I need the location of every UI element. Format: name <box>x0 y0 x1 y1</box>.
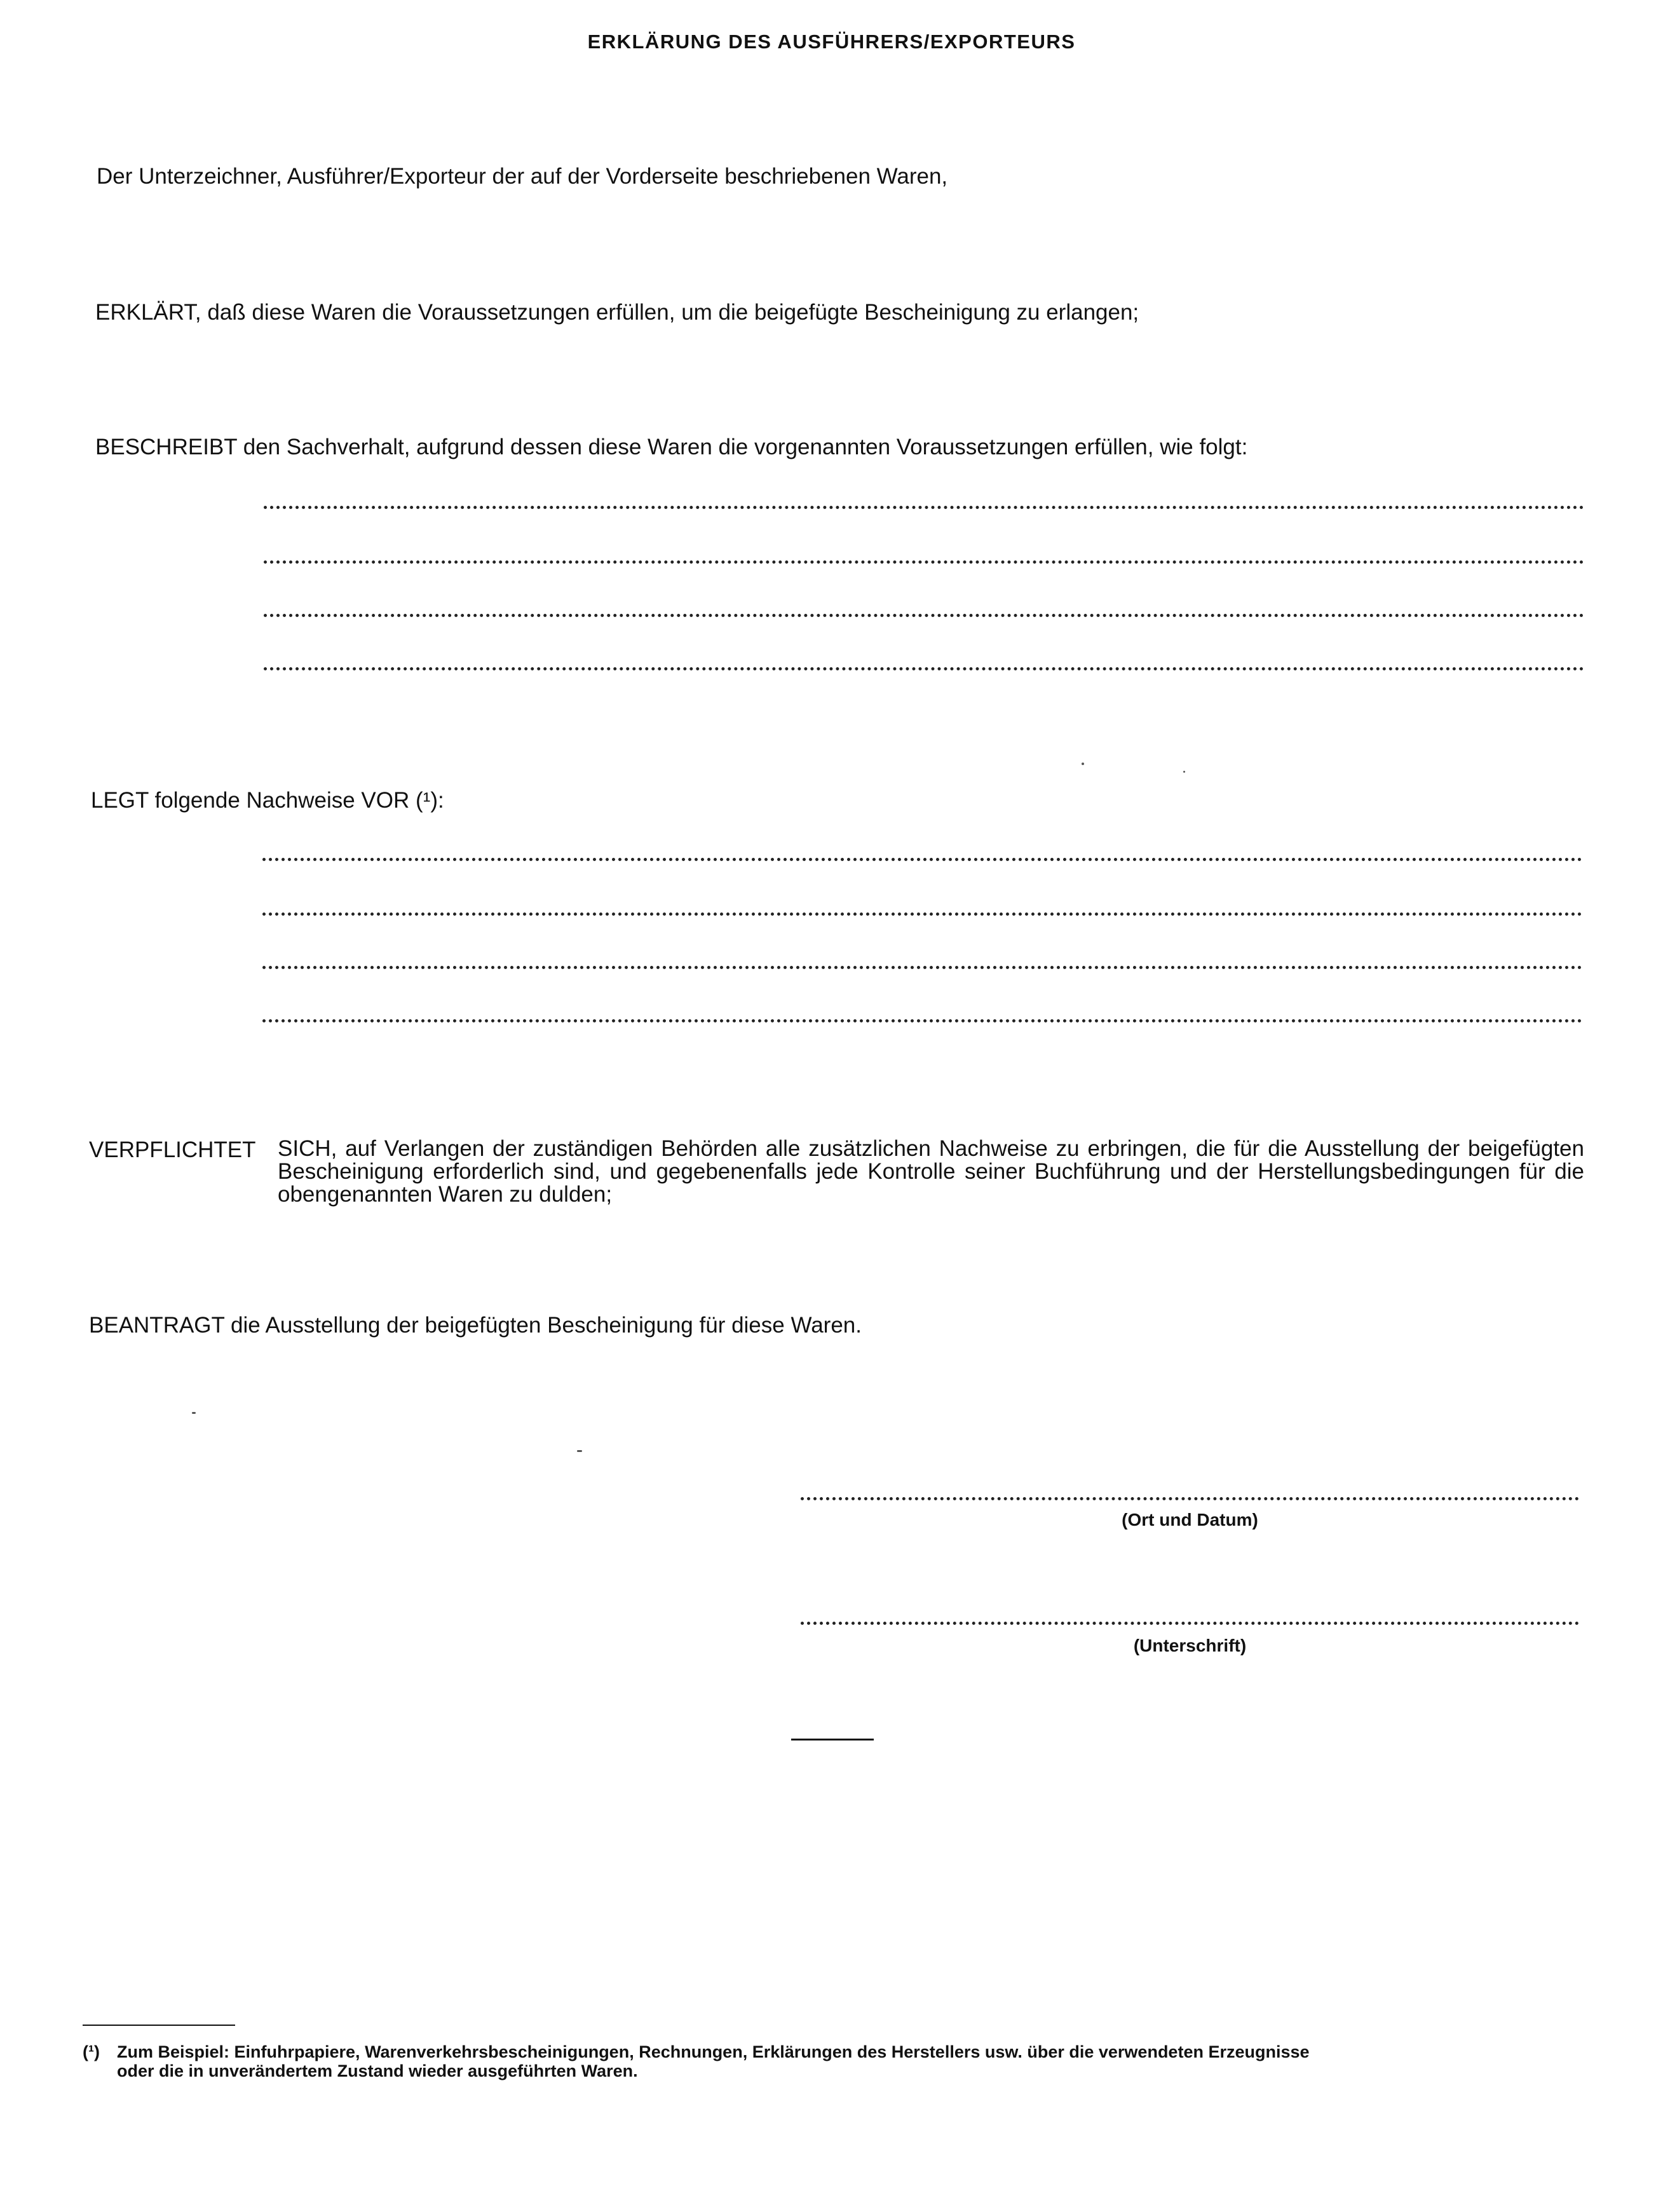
description-line-3[interactable] <box>264 614 1584 617</box>
footnote-marker: (¹) <box>83 2042 100 2061</box>
describes-keyword: BESCHREIBT <box>95 435 238 459</box>
submits-keyword: LEGT <box>91 788 149 813</box>
footnote-rule <box>83 2025 235 2026</box>
submits-text: folgende Nachweise VOR (¹): <box>148 788 444 813</box>
scan-speck <box>1183 771 1185 773</box>
place-date-line[interactable] <box>801 1497 1579 1500</box>
description-line-1[interactable] <box>264 506 1584 509</box>
signature-label: (Unterschrift) <box>1133 1636 1247 1655</box>
footnote-line-2: oder die in unverändertem Zustand wieder ausgeführten Waren. <box>117 2061 638 2080</box>
undertakes-keyword: VERPFLICHTET <box>89 1137 256 1162</box>
submits-paragraph <box>91 788 444 813</box>
intro-text: Der Unterzeichner, Ausführer/Exporteur der auf der Vorderseite beschriebenen Waren, <box>97 164 948 189</box>
description-line-2[interactable] <box>264 560 1584 564</box>
evidence-line-3[interactable] <box>262 966 1582 969</box>
evidence-line-1[interactable] <box>262 858 1582 861</box>
describes-text: den Sachverhalt, aufgrund dessen diese Waren die vorgenannten Voraussetzungen erfüllen, wie folgt: <box>237 435 1248 459</box>
describes-paragraph <box>95 435 1247 460</box>
declares-keyword: ERKLÄRT <box>95 300 195 325</box>
signature-line[interactable] <box>801 1622 1579 1625</box>
requests-text: die Ausstellung der beigefügten Bescheinigung für diese Waren. <box>224 1313 862 1338</box>
scan-speck <box>1082 763 1084 765</box>
description-line-4[interactable] <box>264 667 1584 670</box>
scan-speck <box>192 1412 196 1414</box>
separator-rule <box>791 1739 874 1740</box>
place-date-label: (Ort und Datum) <box>1122 1510 1258 1530</box>
undertakes-text: SICH, auf Verlangen der zuständigen Behörden alle zusätzlichen Nachweise zu erbringen, die für die Ausstellung der beigefügten Bescheinigung erforderlich sind, und gegebenenfalls jede Kontrolle seiner Buchführung und der Herstellungsbedingungen für die obengenannten Waren zu dulden; <box>278 1136 1584 1207</box>
scan-speck <box>577 1450 582 1452</box>
declares-paragraph <box>95 300 1139 325</box>
evidence-line-2[interactable] <box>262 913 1582 916</box>
declares-text: , daß diese Waren die Voraussetzungen erfüllen, um die beigefügte Bescheinigung zu erlangen; <box>194 300 1139 325</box>
requests-keyword: BEANTRAGT <box>89 1313 225 1338</box>
footnote-line-1: Zum Beispiel: Einfuhrpapiere, Warenverkehrsbescheinigungen, Rechnungen, Erklärungen des Herstellers usw. über die verwendeten Erzeugnisse <box>117 2042 1310 2061</box>
page-title: ERKLÄRUNG DES AUSFÜHRERS/EXPORTEURS <box>587 31 1076 53</box>
requests-paragraph <box>89 1313 862 1338</box>
evidence-line-4[interactable] <box>262 1019 1582 1022</box>
